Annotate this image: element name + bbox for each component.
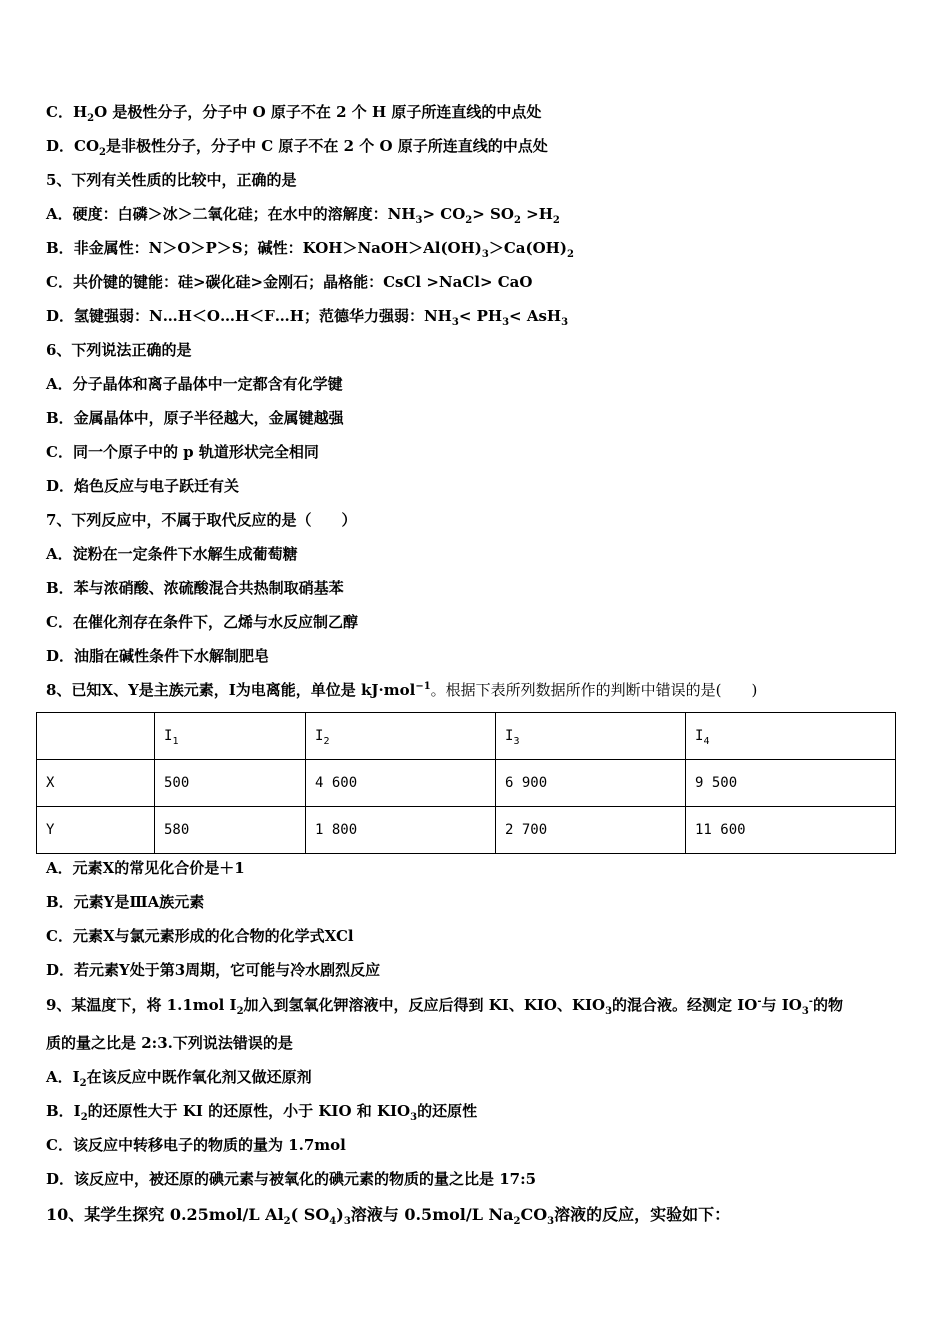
table-cell: 6 900	[496, 760, 686, 807]
question-7-stem: 7、下列反应中，不属于取代反应的是（ ）	[46, 511, 357, 529]
question-9-stem-cont: 质的量之比是 2:3.下列说法错误的是	[46, 1034, 293, 1052]
table-cell: 4 600	[306, 760, 496, 807]
q8-option-c: C．元素X与氯元素形成的化合物的化学式XCl	[46, 927, 354, 945]
q9-option-d: D．该反应中，被还原的碘元素与被氧化的碘元素的物质的量之比是 17:5	[46, 1170, 537, 1188]
q7-option-a: A．淀粉在一定条件下水解生成葡萄糖	[46, 545, 298, 563]
q5-option-c: C．共价键的键能：硅>碳化硅>金刚石；晶格能：CsCl >NaCl> CaO	[46, 273, 533, 291]
table-header-cell: $I_2$	[306, 713, 496, 760]
q6-option-c: C．同一个原子中的 p 轨道形状完全相同	[46, 443, 319, 461]
q5-option-b: B．非金属性：N＞O＞P＞S；碱性：$KOH>NaOH>Al(OH)_3>Ca(OH)_2$	[46, 239, 574, 260]
question-9-stem: 9、某温度下，将 1.1mol $I_2$加入到氢氧化钾溶液中，反应后得到 KI、KIO、$KIO_3$的混合液。经测定 IO-与 $IO_3^-$的物	[46, 996, 843, 1017]
table-header-cell	[37, 713, 155, 760]
table-header-cell: $I_4$	[686, 713, 896, 760]
table-cell: 9 500	[686, 760, 896, 807]
table-header-cell: $I_3$	[496, 713, 686, 760]
table-row	[37, 760, 896, 807]
q9-option-a: A．$I_2$在该反应中既作氧化剂又做还原剂	[46, 1068, 312, 1089]
table-cell: 1 800	[306, 807, 496, 854]
q7-option-d: D．油脂在碱性条件下水解制肥皂	[46, 647, 270, 665]
table-cell: 500	[155, 760, 306, 807]
q9-option-b: B．$I_2$的还原性大于 KI 的还原性，小于 KIO 和 $KIO_3$的还原性	[46, 1102, 478, 1123]
q8-option-d: D．若元素Y处于第3周期，它可能与冷水剧烈反应	[46, 961, 381, 979]
q6-option-a: A．分子晶体和离子晶体中一定都含有化学键	[46, 375, 343, 393]
q9-option-c: C．该反应中转移电子的物质的量为 1.7mol	[46, 1136, 346, 1154]
table-cell: Y	[37, 807, 155, 854]
question-6-stem: 6、下列说法正确的是	[46, 341, 192, 359]
q5-option-a: A．硬度：白磷＞冰＞二氧化硅；在水中的溶解度：$NH_3> CO_2> SO_2 >H_2$	[46, 205, 560, 226]
table-cell: 2 700	[496, 807, 686, 854]
q8-option-b: B．元素Y是ⅢA族元素	[46, 893, 205, 911]
q5-option-d: D．氢键强弱：N…H＜O…H＜F…H；范德华力强弱：$NH_3< PH_3< AsH_3$	[46, 307, 569, 328]
q6-option-b: B．金属晶体中，原子半径越大，金属键越强	[46, 409, 344, 427]
table-cell: 11 600	[686, 807, 896, 854]
q8-option-a: A．元素X的常见化合价是＋1	[46, 859, 245, 877]
question-8-stem: 8、已知X、Y是主族元素，I为电离能，单位是 kJ·mol$^{-1}$。根据下表所列数据所作的判断中错误的是( )	[46, 681, 758, 699]
option-d-co2: D．$CO_2$是非极性分子，分子中 C 原子不在 2 个 O 原子所连直线的中点处	[46, 137, 548, 158]
question-5-stem: 5、下列有关性质的比较中，正确的是	[46, 171, 297, 189]
q7-option-c: C．在催化剂存在条件下，乙烯与水反应制乙醇	[46, 613, 358, 631]
q7-option-b: B．苯与浓硝酸、浓硫酸混合共热制取硝基苯	[46, 579, 344, 597]
question-10-stem: 10、某学生探究 0.25mol/L $Al_2$( $SO_4)_3$溶液与 0.5mol/L $Na_2CO_3$溶液的反应，实验如下：	[46, 1205, 731, 1228]
table-cell: 580	[155, 807, 306, 854]
ionization-energy-table	[36, 712, 896, 854]
option-c-h2o: C．$H_2O$ 是极性分子，分子中 O 原子不在 2 个 H 原子所连直线的中点处	[46, 103, 542, 124]
table-cell: X	[37, 760, 155, 807]
table-row	[37, 807, 896, 854]
q6-option-d: D．焰色反应与电子跃迁有关	[46, 477, 240, 495]
table-header-cell: $I_1$	[155, 713, 306, 760]
table-header-row	[37, 713, 896, 760]
